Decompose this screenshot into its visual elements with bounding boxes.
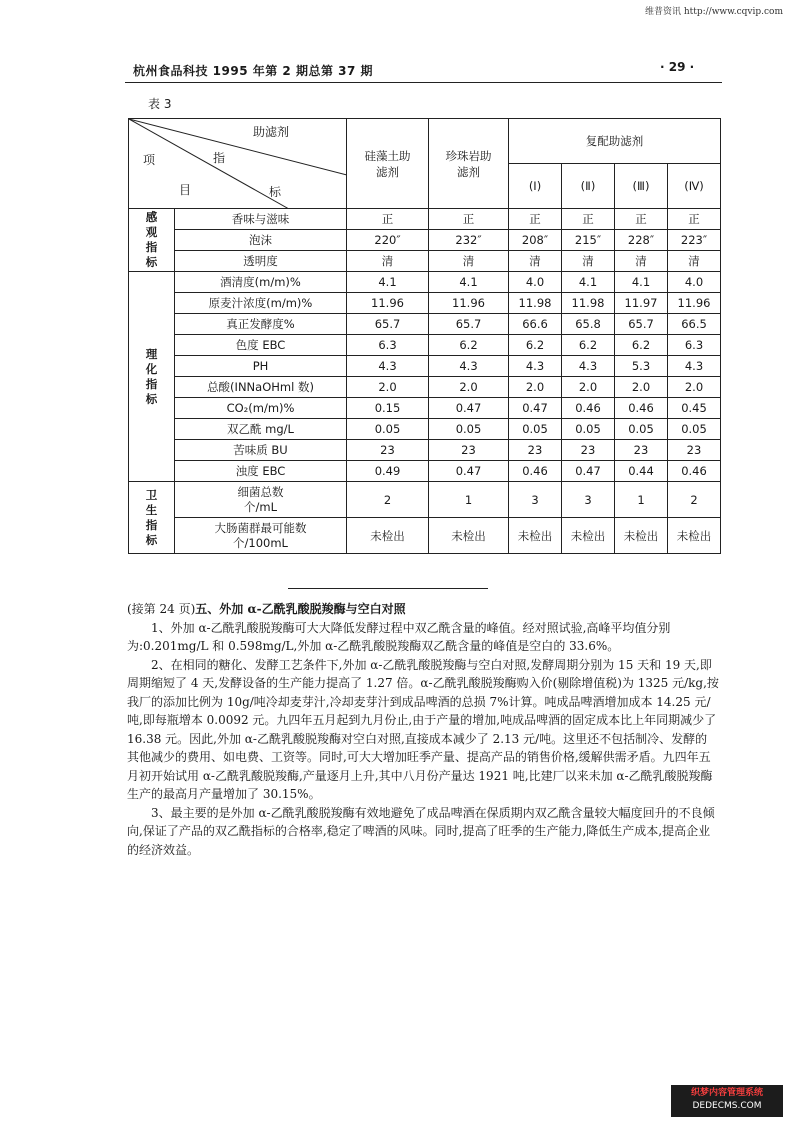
cell: 6.3	[668, 335, 721, 356]
cell: 清	[347, 251, 429, 272]
row-label: 原麦汁浓度(m/m)%	[175, 293, 347, 314]
diagonal-header-cell	[129, 119, 347, 209]
cell: 3	[562, 482, 615, 518]
cell: 0.49	[347, 461, 429, 482]
cell: 2.0	[429, 377, 509, 398]
cell: 6.2	[562, 335, 615, 356]
source-note: 维普资讯 http://www.cqvip.com	[644, 7, 783, 17]
cell: 0.46	[615, 398, 668, 419]
cell: 2.0	[668, 377, 721, 398]
cell: 23	[562, 440, 615, 461]
table-row	[129, 293, 721, 314]
cell: 223″	[668, 230, 721, 251]
cell: 2.0	[562, 377, 615, 398]
cell: 228″	[615, 230, 668, 251]
cell: 未检出	[615, 518, 668, 554]
cell: 4.1	[562, 272, 615, 293]
page-number: · 29 ·	[660, 60, 695, 74]
cell: 0.46	[562, 398, 615, 419]
cell: 23	[615, 440, 668, 461]
table-row	[129, 482, 721, 518]
cell: 6.2	[429, 335, 509, 356]
cell: 6.3	[347, 335, 429, 356]
cell: 23	[429, 440, 509, 461]
cell: 66.5	[668, 314, 721, 335]
watermark-logo: 织梦内容管理系统 DEDECMS.COM	[671, 1085, 783, 1117]
cell: 215″	[562, 230, 615, 251]
cell: 2.0	[615, 377, 668, 398]
cell: 11.97	[615, 293, 668, 314]
cell: 未检出	[668, 518, 721, 554]
cell: 1	[615, 482, 668, 518]
cell: 正	[668, 209, 721, 230]
cell: 4.1	[429, 272, 509, 293]
cell: 正	[615, 209, 668, 230]
row-label: 真正发酵度%	[175, 314, 347, 335]
paragraph-3: 3、最主要的是外加 α-乙酰乳酸脱羧酶有效地避免了成品啤酒在保质期内双乙酰含量较大幅度回升的不良倾向,保证了产品的双乙酰指标的合格率,稳定了啤酒的风味。同时,提高了旺季的生产能力,降低生产成本,提高企业的经济效益。	[127, 805, 715, 857]
cell: 4.0	[509, 272, 562, 293]
cell: 0.15	[347, 398, 429, 419]
group-label-hygiene: 卫生指标	[129, 482, 175, 554]
paragraph-1: 1、外加 α-乙酰乳酸脱羧酶可大大降低发酵过程中双乙酰含量的峰值。经对照试验,高峰平均值分别为:0.201mg/L 和 0.598mg/L,外加 α-乙酰乳酸脱羧酶双乙酰含量的峰值是空白的 33.6%。	[127, 620, 671, 653]
cell: 23	[668, 440, 721, 461]
cell: 0.05	[347, 419, 429, 440]
cell: 11.96	[347, 293, 429, 314]
sub-col-2: (Ⅱ)	[562, 164, 615, 209]
cell: 0.47	[562, 461, 615, 482]
section-title: 五、外加 α-乙酰乳酸脱羧酶与空白对照	[195, 602, 406, 616]
cell: 11.96	[668, 293, 721, 314]
cell: 正	[562, 209, 615, 230]
section-heading	[127, 600, 719, 619]
cell: 6.2	[509, 335, 562, 356]
cell: 0.46	[668, 461, 721, 482]
table-row	[129, 251, 721, 272]
cell: 2	[668, 482, 721, 518]
cell: 0.05	[509, 419, 562, 440]
cell: 0.47	[429, 461, 509, 482]
cell: 4.3	[429, 356, 509, 377]
table-row	[129, 209, 721, 230]
table-row	[129, 461, 721, 482]
running-head: 杭州食品科技 1995 年第 2 期总第 37 期	[133, 64, 374, 78]
col-header-zhenzhuyan: 珍珠岩助滤剂	[429, 119, 509, 209]
cell: 0.44	[615, 461, 668, 482]
row-label: 浊度 EBC	[175, 461, 347, 482]
cell: 0.05	[668, 419, 721, 440]
article-body	[127, 600, 719, 859]
header-zhi: 指	[213, 151, 226, 165]
cell: 0.46	[509, 461, 562, 482]
cell: 23	[347, 440, 429, 461]
cell: 6.2	[615, 335, 668, 356]
cell: 0.05	[562, 419, 615, 440]
table-row	[129, 398, 721, 419]
header-rule	[125, 82, 722, 83]
cell: 2.0	[347, 377, 429, 398]
table-row	[129, 419, 721, 440]
cell: 4.3	[562, 356, 615, 377]
paragraph-2: 2、在相同的糖化、发酵工艺条件下,外加 α-乙酰乳酸脱羧酶与空白对照,发酵周期分别为 15 天和 19 天,即周期缩短了 4 天,发酵设备的生产能力提高了 1.27 倍。α-乙酰乳酸脱羧酶购入价(剔除增值税)为 1325 元/kg,按我厂的添加比例为 10g/吨冷却麦芽汁,冷却麦芽汁到成品啤酒的总损 7%计算。吨成品啤酒增加成本 14.25 元/吨,即每瓶增本 0.0092 元。九四年五月起到九月份止,由于产量的增加,吨成品啤酒的固定成本比上年同期减少了 16.38 元。因此,外加 α-乙酰乳酸脱羧酶对空白对照,直接成本减少了 2.13 元/吨。这里还不包括制冷、发酵的其他减少的费用、如电费、工资等。同时,可大大增加旺季产量、提高产品的销售价格,缓解供需矛盾。九四年五月初开始试用 α-乙酰乳酸脱羧酶,产量逐月上升,其中八月份产量达 1921 吨,比建厂以来未加 α-乙酰乳酸脱羧酶生产的最高月产量增加了 30.15%。	[127, 657, 719, 801]
header-mu: 目	[179, 183, 192, 197]
table-row	[129, 230, 721, 251]
cell: 0.05	[615, 419, 668, 440]
cell: 0.05	[429, 419, 509, 440]
row-label: 苦味质 BU	[175, 440, 347, 461]
cell: 正	[347, 209, 429, 230]
group-label-physchem: 理化指标	[129, 272, 175, 482]
continued-from: (接第 24 页)	[127, 602, 196, 616]
cell: 正	[429, 209, 509, 230]
row-label: 大肠菌群最可能数 个/100mL	[175, 518, 347, 554]
cell: 未检出	[509, 518, 562, 554]
diagonal-lines	[129, 119, 347, 209]
cell: 4.1	[615, 272, 668, 293]
cell: 11.96	[429, 293, 509, 314]
table-row	[129, 335, 721, 356]
cell: 0.47	[429, 398, 509, 419]
row-label: 色度 EBC	[175, 335, 347, 356]
sub-col-4: (Ⅳ)	[668, 164, 721, 209]
cell: 清	[562, 251, 615, 272]
sub-col-1: (Ⅰ)	[509, 164, 562, 209]
cell: 未检出	[429, 518, 509, 554]
cell: 65.7	[429, 314, 509, 335]
header-xiang: 项	[143, 153, 156, 167]
cell: 66.6	[509, 314, 562, 335]
cell: 232″	[429, 230, 509, 251]
sub-col-3: (Ⅲ)	[615, 164, 668, 209]
cell: 2	[347, 482, 429, 518]
cell: 65.8	[562, 314, 615, 335]
cell: 正	[509, 209, 562, 230]
col-header-fupei: 复配助滤剂	[509, 119, 721, 164]
header-zhulvji: 助滤剂	[253, 125, 290, 139]
table-row	[129, 440, 721, 461]
row-label: 总酸(INNaOHml 数)	[175, 377, 347, 398]
cell: 11.98	[509, 293, 562, 314]
cell: 65.7	[615, 314, 668, 335]
row-label: CO₂(m/m)%	[175, 398, 347, 419]
table-row	[129, 314, 721, 335]
cell: 未检出	[347, 518, 429, 554]
cell: 清	[668, 251, 721, 272]
row-label: 透明度	[175, 251, 347, 272]
cell: 清	[615, 251, 668, 272]
cell: 清	[429, 251, 509, 272]
cell: 220″	[347, 230, 429, 251]
table-row	[129, 518, 721, 554]
group-label-sensory: 感观指标	[129, 209, 175, 272]
row-label: 细菌总数 个/mL	[175, 482, 347, 518]
row-label: 双乙酰 mg/L	[175, 419, 347, 440]
cell: 3	[509, 482, 562, 518]
header-biao: 标	[269, 185, 282, 199]
col-header-guizaotu: 硅藻土助滤剂	[347, 119, 429, 209]
row-label: 香味与滋味	[175, 209, 347, 230]
results-table	[128, 118, 721, 554]
cell: 1	[429, 482, 509, 518]
cell: 11.98	[562, 293, 615, 314]
row-label: 酒清度(m/m)%	[175, 272, 347, 293]
cell: 未检出	[562, 518, 615, 554]
cell: 0.47	[509, 398, 562, 419]
cell: 65.7	[347, 314, 429, 335]
cell: 23	[509, 440, 562, 461]
cell: 4.3	[668, 356, 721, 377]
cell: 4.3	[509, 356, 562, 377]
table-caption: 表 3	[148, 97, 172, 111]
cell: 4.0	[668, 272, 721, 293]
cell: 4.1	[347, 272, 429, 293]
table-row	[129, 377, 721, 398]
cell: 208″	[509, 230, 562, 251]
section-separator	[288, 588, 488, 589]
row-label: 泡沫	[175, 230, 347, 251]
cell: 0.45	[668, 398, 721, 419]
table-row	[129, 272, 721, 293]
cell: 清	[509, 251, 562, 272]
table-row	[129, 356, 721, 377]
cell: 2.0	[509, 377, 562, 398]
cell: 4.3	[347, 356, 429, 377]
row-label: PH	[175, 356, 347, 377]
cell: 5.3	[615, 356, 668, 377]
